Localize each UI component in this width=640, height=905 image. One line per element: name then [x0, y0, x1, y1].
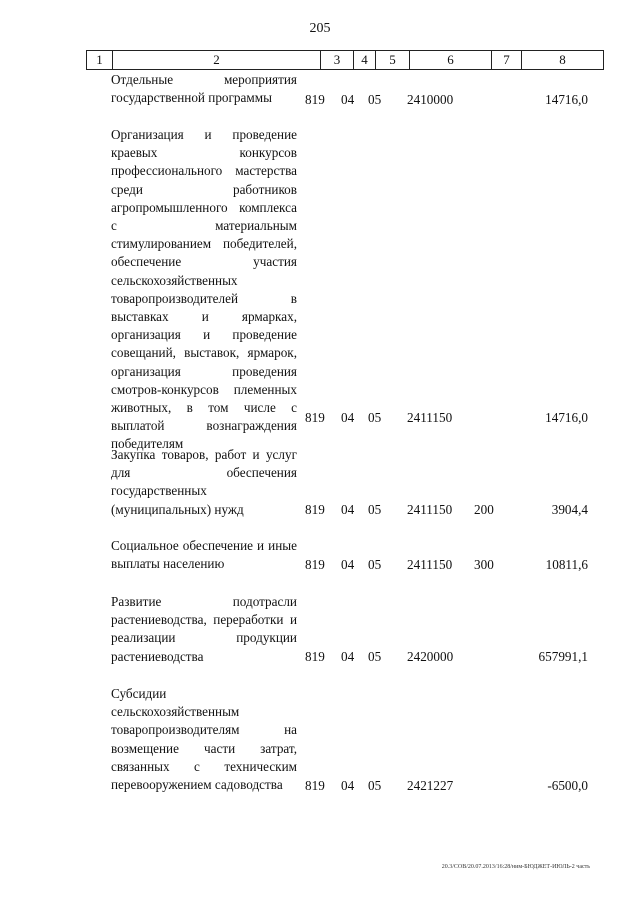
column-header-2: 2: [113, 51, 321, 69]
row-target-article: 2411150: [407, 557, 453, 572]
row-amount: 3904,4: [551, 502, 588, 517]
row-description: Закупка товаров, работ и услуг для обеспечения государственных (муниципальных) нужд: [111, 447, 297, 517]
row-subsection: 05: [368, 92, 382, 107]
row-amount: 14716,0: [545, 410, 588, 425]
row-amount: 10811,6: [545, 557, 588, 572]
row-target-article: 2411150: [407, 410, 453, 425]
row-grbs: 819: [305, 778, 325, 793]
table-row: [0, 71, 640, 109]
row-description: Организация и проведение краевых конкурсов профессионального мастерства среди работников агропромышленного комплекса с материальным стимулированием победителей, обеспечение участия сельскохозяйственных товаропроизводителей в выставках и ярмарках, организация и проведение совещаний, выставок, ярмарок, организация проведения смотров-конкурсов племенных животных, в том числе с выплатой вознаграждения победителям: [111, 127, 297, 452]
page-number: 205: [309, 21, 331, 36]
row-section: 04: [341, 649, 355, 664]
column-header-5: 5: [376, 51, 410, 69]
footer-stamp: 20.3/СОВ/20.07.2013/16:28/ним-БЮДЖЕТ-ИЮЛЬ-2 часть: [441, 864, 590, 870]
table-row: [0, 685, 640, 795]
row-grbs: 819: [305, 649, 325, 664]
table-row: [0, 126, 640, 452]
row-section: 04: [341, 410, 355, 425]
row-target-article: 2411150: [407, 502, 453, 517]
row-section: 04: [341, 92, 355, 107]
row-amount: 14716,0: [545, 92, 588, 107]
row-target-article: 2420000: [407, 649, 454, 664]
row-subsection: 05: [368, 649, 382, 664]
column-header-1: 1: [87, 51, 113, 69]
row-description: Отдельные мероприятия государственной программы: [111, 72, 297, 106]
column-header-4: 4: [354, 51, 376, 69]
column-header-6: 6: [410, 51, 492, 69]
table-row: [0, 537, 640, 574]
row-subsection: 05: [368, 502, 382, 517]
column-header-8: 8: [559, 52, 566, 67]
row-subsection: 05: [368, 778, 382, 793]
column-header-7: 7: [492, 51, 522, 69]
row-description: Социальное обеспечение и иные выплаты населению: [111, 538, 297, 572]
row-description: Развитие подотрасли растениеводства, переработки и реализации продукции растениеводства: [111, 594, 297, 664]
row-expense-type: 200: [474, 502, 494, 517]
column-header-3: 3: [321, 51, 354, 69]
row-description: Субсидии сельскохозяйственным товаропроизводителям на возмещение части затрат, связанных с техническим перевооружением садоводства: [111, 686, 297, 793]
row-subsection: 05: [368, 410, 382, 425]
row-grbs: 819: [305, 410, 325, 425]
row-target-article: 2410000: [407, 92, 454, 107]
table-row: [0, 593, 640, 666]
row-grbs: 819: [305, 557, 325, 572]
row-grbs: 819: [305, 92, 325, 107]
row-section: 04: [341, 502, 355, 517]
row-amount: -6500,0: [547, 778, 588, 793]
row-target-article: 2421227: [407, 778, 454, 793]
table-header-row: [86, 50, 604, 70]
row-grbs: 819: [305, 502, 325, 517]
table-row: [0, 446, 640, 519]
row-section: 04: [341, 778, 355, 793]
row-subsection: 05: [368, 557, 382, 572]
row-amount: 657991,1: [538, 649, 588, 664]
row-section: 04: [341, 557, 355, 572]
row-expense-type: 300: [474, 557, 494, 572]
